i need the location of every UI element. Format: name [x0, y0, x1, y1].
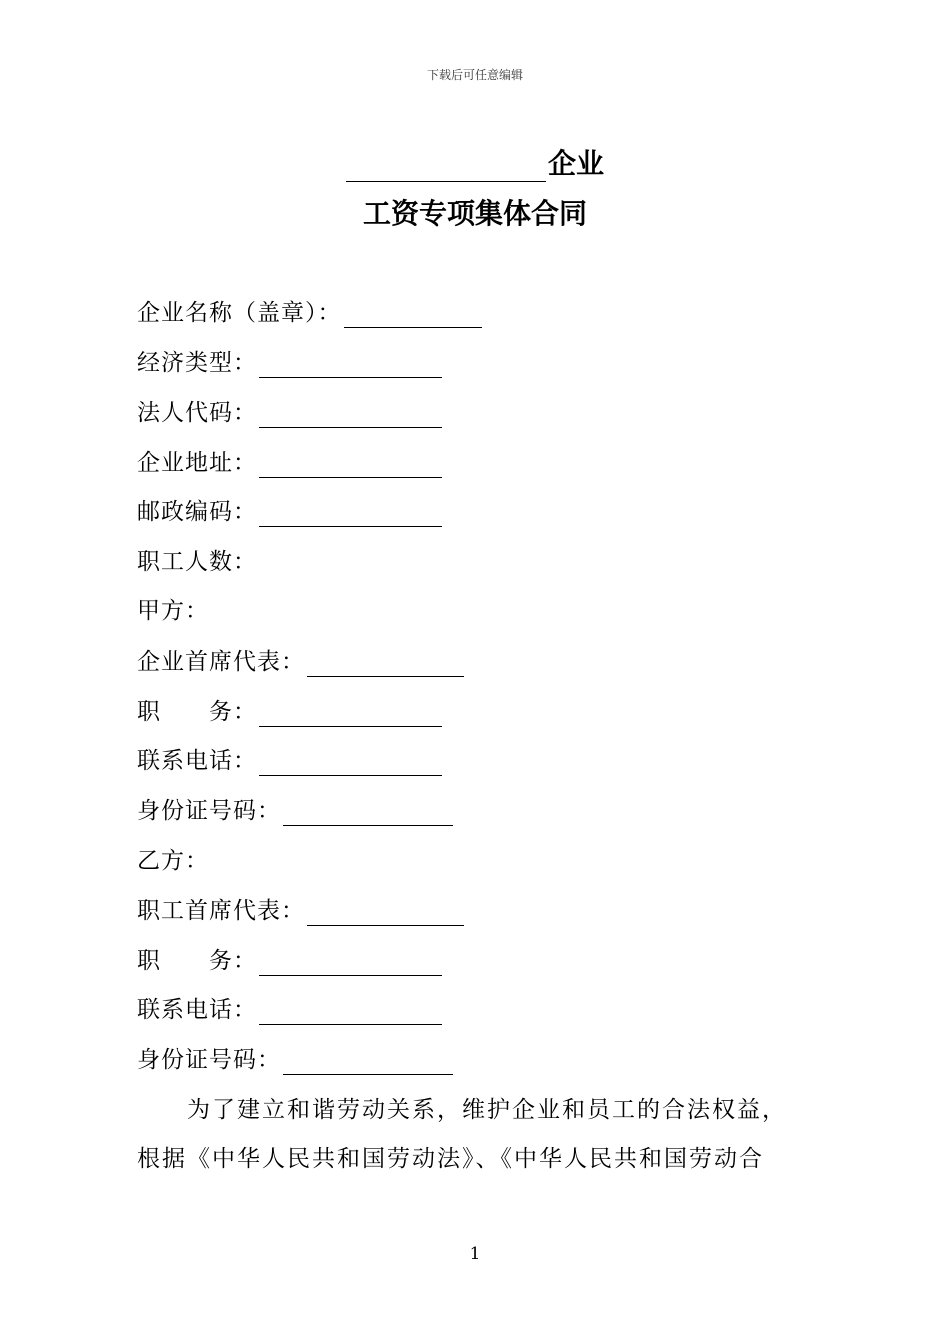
field-label: 职 务：	[137, 699, 257, 725]
company-name-blank[interactable]	[346, 151, 546, 182]
field-blank[interactable]	[259, 349, 442, 378]
field-blank[interactable]	[259, 498, 442, 527]
body-paragraph-line1: 为了建立和谐劳动关系，维护企业和员工的合法权益，	[187, 1097, 787, 1123]
field-label: 联系电话：	[137, 997, 257, 1023]
field-label: 身份证号码：	[137, 1047, 281, 1073]
field-blank[interactable]	[259, 747, 442, 776]
field-label: 乙方：	[137, 848, 209, 874]
field-blank[interactable]	[259, 947, 442, 976]
field-label: 经济类型：	[137, 350, 257, 376]
field-blank[interactable]	[259, 996, 442, 1025]
document-title-line1	[0, 142, 950, 182]
field-a-position	[137, 697, 442, 727]
field-label: 企业地址：	[137, 450, 257, 476]
field-label: 企业首席代表：	[137, 649, 305, 675]
field-employee-count	[137, 547, 257, 577]
field-b-id	[137, 1045, 453, 1075]
field-legal-code	[137, 398, 442, 428]
field-blank[interactable]	[307, 648, 464, 677]
field-company-name	[137, 298, 482, 328]
body-paragraph-line2: 根据《中华人民共和国劳动法》、《中华人民共和国劳动合	[137, 1146, 764, 1172]
field-blank[interactable]	[259, 399, 442, 428]
field-blank[interactable]	[344, 299, 482, 328]
field-economic-type	[137, 348, 442, 378]
field-blank[interactable]	[283, 797, 453, 826]
field-label: 邮政编码：	[137, 499, 257, 525]
field-blank[interactable]	[283, 1046, 453, 1075]
field-blank[interactable]	[259, 449, 442, 478]
field-label: 职工人数：	[137, 549, 257, 575]
field-company-address	[137, 448, 442, 478]
party-b-heading	[137, 846, 209, 876]
field-a-id	[137, 796, 453, 826]
field-b-representative	[137, 896, 464, 926]
header-note: 下载后可任意编辑	[426, 68, 523, 82]
field-label: 法人代码：	[137, 400, 257, 426]
field-postal-code	[137, 497, 442, 527]
field-label: 甲方：	[137, 598, 209, 624]
field-label: 企业名称（盖章）：	[137, 300, 342, 326]
field-label: 身份证号码：	[137, 798, 281, 824]
party-a-heading	[137, 596, 209, 626]
field-a-representative	[137, 647, 464, 677]
document-title-line2: 工资专项集体合同	[362, 197, 587, 230]
page-number: 1	[469, 1244, 481, 1264]
field-label: 职工首席代表：	[137, 898, 305, 924]
field-blank[interactable]	[259, 698, 442, 727]
field-blank[interactable]	[307, 897, 464, 926]
field-label: 职 务：	[137, 948, 257, 974]
field-b-position	[137, 946, 442, 976]
field-label: 联系电话：	[137, 748, 257, 774]
field-b-phone	[137, 995, 442, 1025]
title-suffix: 企业	[547, 147, 604, 180]
field-a-phone	[137, 746, 442, 776]
